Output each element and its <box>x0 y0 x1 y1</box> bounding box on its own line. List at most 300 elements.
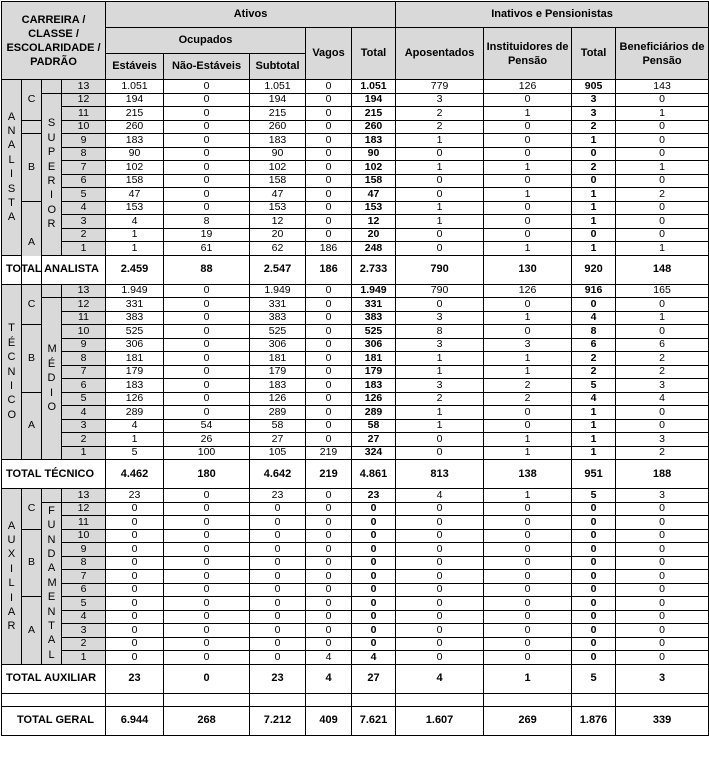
nao-estaveis-cell: 0 <box>164 624 250 638</box>
estaveis-cell: 215 <box>106 107 164 121</box>
beneficiarios-cell: 1 <box>616 242 709 256</box>
level-cell: 3 <box>62 624 106 638</box>
total-cell: 1.051 <box>352 80 396 94</box>
beneficiarios-cell: 0 <box>616 201 709 215</box>
level-cell: 3 <box>62 419 106 433</box>
spacer-cell <box>396 693 484 706</box>
level-cell: 13 <box>62 489 106 503</box>
nao-estaveis-cell: 0 <box>164 610 250 624</box>
aposentados-cell: 0 <box>396 516 484 530</box>
header-ocupados: Ocupados <box>106 28 306 54</box>
table-row <box>2 543 709 557</box>
total-cell: 383 <box>352 311 396 325</box>
table-body <box>2 80 709 736</box>
estaveis-cell: 5 <box>106 446 164 460</box>
instituidores-cell: 3 <box>484 338 572 352</box>
header-aposentados: Aposentados <box>396 28 484 80</box>
aposentados-cell: 0 <box>396 597 484 611</box>
vagos-cell: 0 <box>306 311 352 325</box>
analista-total-aposentados: 790 <box>396 255 484 284</box>
aposentados-cell: 1 <box>396 365 484 379</box>
nao-estaveis-cell: 100 <box>164 446 250 460</box>
nao-estaveis-cell: 8 <box>164 215 250 229</box>
estaveis-cell: 1.051 <box>106 80 164 94</box>
tecnico-total-instituidores: 138 <box>484 460 572 489</box>
class-a-label: A <box>22 597 42 665</box>
subtotal-cell: 383 <box>250 311 306 325</box>
table-row <box>2 516 709 530</box>
total-inativos-cell: 2 <box>572 352 616 366</box>
level-cell: 11 <box>62 516 106 530</box>
vagos-cell: 0 <box>306 107 352 121</box>
total-cell: 215 <box>352 107 396 121</box>
beneficiarios-cell: 0 <box>616 406 709 420</box>
table-row <box>2 298 709 312</box>
estaveis-cell: 0 <box>106 583 164 597</box>
beneficiarios-cell: 6 <box>616 338 709 352</box>
nao-estaveis-cell: 0 <box>164 597 250 611</box>
subtotal-cell: 0 <box>250 637 306 651</box>
estaveis-cell: 0 <box>106 570 164 584</box>
subtotal-cell: 1.949 <box>250 284 306 298</box>
nao-estaveis-cell: 0 <box>164 174 250 188</box>
beneficiarios-cell: 1 <box>616 107 709 121</box>
vagos-cell: 0 <box>306 543 352 557</box>
vagos-cell: 0 <box>306 147 352 161</box>
subtotal-cell: 23 <box>250 489 306 503</box>
aposentados-cell: 1 <box>396 215 484 229</box>
table-row <box>2 419 709 433</box>
header-total: Total <box>352 28 396 80</box>
aposentados-cell: 0 <box>396 583 484 597</box>
total-geral-instituidores: 269 <box>484 706 572 735</box>
table-row <box>2 583 709 597</box>
table-row <box>2 228 709 242</box>
total-inativos-cell: 6 <box>572 338 616 352</box>
subtotal-cell: 20 <box>250 228 306 242</box>
estaveis-cell: 194 <box>106 93 164 107</box>
total-cell: 0 <box>352 624 396 638</box>
analista-total-nao-estaveis: 88 <box>164 255 250 284</box>
tecnico-total-row <box>2 460 709 489</box>
beneficiarios-cell: 0 <box>616 134 709 148</box>
table-row <box>2 570 709 584</box>
total-cell: 158 <box>352 174 396 188</box>
total-geral-aposentados: 1.607 <box>396 706 484 735</box>
estaveis-cell: 23 <box>106 489 164 503</box>
nao-estaveis-cell: 0 <box>164 201 250 215</box>
auxiliar-carreira-label-text: AUXILIAR <box>7 519 16 633</box>
table-row <box>2 188 709 202</box>
vagos-cell: 0 <box>306 284 352 298</box>
total-cell: 331 <box>352 298 396 312</box>
aposentados-cell: 0 <box>396 242 484 256</box>
level-cell: 12 <box>62 298 106 312</box>
instituidores-cell: 0 <box>484 215 572 229</box>
total-cell: 12 <box>352 215 396 229</box>
level-cell: 1 <box>62 242 106 256</box>
table-row <box>2 556 709 570</box>
tecnico-total-total: 4.861 <box>352 460 396 489</box>
subtotal-cell: 289 <box>250 406 306 420</box>
estaveis-cell: 4 <box>106 419 164 433</box>
estaveis-cell: 126 <box>106 392 164 406</box>
level-cell: 9 <box>62 543 106 557</box>
tecnico-total-subtotal: 4.642 <box>250 460 306 489</box>
vagos-cell: 0 <box>306 624 352 638</box>
header-inativos: Inativos e Pensionistas <box>396 2 709 28</box>
total-cell: 4 <box>352 651 396 665</box>
beneficiarios-cell: 0 <box>616 597 709 611</box>
aposentados-cell: 1 <box>396 161 484 175</box>
total-cell: 27 <box>352 433 396 447</box>
class-b-label: B <box>22 325 42 393</box>
instituidores-cell: 0 <box>484 597 572 611</box>
nao-estaveis-cell: 0 <box>164 284 250 298</box>
spacer-cell <box>572 693 616 706</box>
aposentados-cell: 3 <box>396 311 484 325</box>
nao-estaveis-cell: 0 <box>164 93 250 107</box>
subtotal-cell: 126 <box>250 392 306 406</box>
header-carreira: CARREIRA / CLASSE / ESCOLARIDADE / PADRÃO <box>2 2 106 80</box>
analista-total-row <box>2 255 709 284</box>
table-row <box>2 134 709 148</box>
tecnico-escolaridade-label <box>42 298 62 460</box>
vagos-cell: 0 <box>306 637 352 651</box>
total-cell: 183 <box>352 134 396 148</box>
spacer-cell <box>106 693 164 706</box>
beneficiarios-cell: 2 <box>616 188 709 202</box>
beneficiarios-cell: 0 <box>616 610 709 624</box>
instituidores-cell: 0 <box>484 583 572 597</box>
vagos-cell: 0 <box>306 352 352 366</box>
nao-estaveis-cell: 0 <box>164 188 250 202</box>
class-b-label: B <box>22 134 42 202</box>
nao-estaveis-cell: 0 <box>164 651 250 665</box>
instituidores-cell: 1 <box>484 489 572 503</box>
beneficiarios-cell: 0 <box>616 228 709 242</box>
table-row <box>2 242 709 256</box>
total-inativos-cell: 0 <box>572 556 616 570</box>
subtotal-cell: 331 <box>250 298 306 312</box>
nao-estaveis-cell: 0 <box>164 161 250 175</box>
beneficiarios-cell: 3 <box>616 433 709 447</box>
table-row <box>2 352 709 366</box>
spacer-cell <box>306 693 352 706</box>
level-cell: 2 <box>62 228 106 242</box>
total-geral-total-inativos: 1.876 <box>572 706 616 735</box>
estaveis-cell: 260 <box>106 120 164 134</box>
total-cell: 0 <box>352 502 396 516</box>
beneficiarios-cell: 2 <box>616 352 709 366</box>
aposentados-cell: 0 <box>396 556 484 570</box>
beneficiarios-cell: 1 <box>616 161 709 175</box>
beneficiarios-cell: 3 <box>616 489 709 503</box>
subtotal-cell: 0 <box>250 610 306 624</box>
instituidores-cell: 2 <box>484 392 572 406</box>
aposentados-cell: 2 <box>396 107 484 121</box>
nao-estaveis-cell: 0 <box>164 556 250 570</box>
estaveis-cell: 179 <box>106 365 164 379</box>
estaveis-cell: 331 <box>106 298 164 312</box>
aposentados-cell: 1 <box>396 419 484 433</box>
header-instituidores: Instituidores de Pensão <box>484 28 572 80</box>
aposentados-cell: 0 <box>396 570 484 584</box>
total-inativos-cell: 1 <box>572 446 616 460</box>
spacer-cell <box>616 693 709 706</box>
subtotal-cell: 183 <box>250 379 306 393</box>
subtotal-cell: 183 <box>250 134 306 148</box>
total-cell: 260 <box>352 120 396 134</box>
table-row <box>2 161 709 175</box>
level-cell: 6 <box>62 174 106 188</box>
aposentados-cell: 8 <box>396 325 484 339</box>
class-c-label: C <box>22 284 42 325</box>
analista-escolaridade-label <box>42 93 62 255</box>
instituidores-cell: 1 <box>484 446 572 460</box>
aposentados-cell: 0 <box>396 446 484 460</box>
nao-estaveis-cell: 26 <box>164 433 250 447</box>
instituidores-cell: 0 <box>484 120 572 134</box>
total-inativos-cell: 5 <box>572 379 616 393</box>
level-cell: 9 <box>62 338 106 352</box>
tecnico-escolaridade-label-text: MÉDIO <box>47 343 57 414</box>
spacer-cell <box>2 693 106 706</box>
instituidores-cell: 0 <box>484 556 572 570</box>
level-cell: 13 <box>62 284 106 298</box>
aposentados-cell: 2 <box>396 392 484 406</box>
total-geral-subtotal: 7.212 <box>250 706 306 735</box>
instituidores-cell: 1 <box>484 107 572 121</box>
level-cell: 11 <box>62 311 106 325</box>
total-inativos-cell: 1 <box>572 242 616 256</box>
nao-estaveis-cell: 0 <box>164 107 250 121</box>
analista-carreira-label-text: ANALISTA <box>7 110 16 224</box>
instituidores-cell: 0 <box>484 624 572 638</box>
level-cell: 8 <box>62 556 106 570</box>
tecnico-total-nao-estaveis: 180 <box>164 460 250 489</box>
nao-estaveis-cell: 0 <box>164 325 250 339</box>
total-cell: 20 <box>352 228 396 242</box>
nao-estaveis-cell: 0 <box>164 583 250 597</box>
class-c-label: C <box>22 80 42 121</box>
tecnico-carreira-label-text: TÉCNICO <box>7 322 17 421</box>
instituidores-cell: 0 <box>484 529 572 543</box>
aposentados-cell: 3 <box>396 338 484 352</box>
estaveis-cell: 383 <box>106 311 164 325</box>
aposentados-cell: 0 <box>396 502 484 516</box>
beneficiarios-cell: 0 <box>616 624 709 638</box>
table-row <box>2 597 709 611</box>
estaveis-cell: 0 <box>106 637 164 651</box>
level-cell: 3 <box>62 215 106 229</box>
total-inativos-cell: 0 <box>572 543 616 557</box>
beneficiarios-cell: 0 <box>616 556 709 570</box>
aposentados-cell: 1 <box>396 406 484 420</box>
subtotal-cell: 102 <box>250 161 306 175</box>
estaveis-cell: 0 <box>106 543 164 557</box>
level-cell: 8 <box>62 147 106 161</box>
table-row <box>2 651 709 665</box>
aposentados-cell: 0 <box>396 298 484 312</box>
spacer-cell <box>484 693 572 706</box>
beneficiarios-cell: 2 <box>616 365 709 379</box>
table-row <box>2 338 709 352</box>
instituidores-cell: 0 <box>484 502 572 516</box>
beneficiarios-cell: 143 <box>616 80 709 94</box>
aposentados-cell: 0 <box>396 543 484 557</box>
estaveis-cell: 0 <box>106 556 164 570</box>
nao-estaveis-cell: 0 <box>164 80 250 94</box>
subtotal-cell: 0 <box>250 516 306 530</box>
table-row <box>2 406 709 420</box>
vagos-cell: 0 <box>306 419 352 433</box>
escolaridade-gap <box>42 489 62 503</box>
auxiliar-total-label: TOTAL AUXILIAR <box>2 664 106 693</box>
subtotal-cell: 58 <box>250 419 306 433</box>
total-cell: 289 <box>352 406 396 420</box>
instituidores-cell: 1 <box>484 161 572 175</box>
vagos-cell: 0 <box>306 516 352 530</box>
subtotal-cell: 0 <box>250 556 306 570</box>
instituidores-cell: 0 <box>484 147 572 161</box>
vagos-cell: 0 <box>306 325 352 339</box>
vagos-cell: 0 <box>306 174 352 188</box>
nao-estaveis-cell: 0 <box>164 134 250 148</box>
table-row <box>2 80 709 94</box>
analista-escolaridade-label-text: SUPERIOR <box>47 117 57 231</box>
subtotal-cell: 0 <box>250 543 306 557</box>
header-vagos: Vagos <box>306 28 352 80</box>
beneficiarios-cell: 165 <box>616 284 709 298</box>
estaveis-cell: 0 <box>106 516 164 530</box>
table-row <box>2 107 709 121</box>
table-row <box>2 147 709 161</box>
class-a-label: A <box>22 201 42 284</box>
beneficiarios-cell: 3 <box>616 379 709 393</box>
total-cell: 23 <box>352 489 396 503</box>
vagos-cell: 0 <box>306 338 352 352</box>
auxiliar-total-total-inativos: 5 <box>572 664 616 693</box>
estaveis-cell: 4 <box>106 215 164 229</box>
aposentados-cell: 0 <box>396 228 484 242</box>
beneficiarios-cell: 0 <box>616 516 709 530</box>
instituidores-cell: 126 <box>484 80 572 94</box>
beneficiarios-cell: 0 <box>616 419 709 433</box>
header-total-inativos: Total <box>572 28 616 80</box>
table-row <box>2 325 709 339</box>
total-inativos-cell: 1 <box>572 406 616 420</box>
total-inativos-cell: 0 <box>572 516 616 530</box>
subtotal-cell: 0 <box>250 597 306 611</box>
escolaridade-gap <box>42 284 62 298</box>
beneficiarios-cell: 0 <box>616 529 709 543</box>
table-row <box>2 489 709 503</box>
estaveis-cell: 183 <box>106 379 164 393</box>
nao-estaveis-cell: 0 <box>164 120 250 134</box>
total-inativos-cell: 0 <box>572 583 616 597</box>
table-row <box>2 637 709 651</box>
spacer-cell <box>250 693 306 706</box>
aposentados-cell: 1 <box>396 352 484 366</box>
nao-estaveis-cell: 0 <box>164 502 250 516</box>
level-cell: 2 <box>62 433 106 447</box>
subtotal-cell: 62 <box>250 242 306 256</box>
total-cell: 102 <box>352 161 396 175</box>
total-inativos-cell: 1 <box>572 215 616 229</box>
table-row <box>2 529 709 543</box>
vagos-cell: 0 <box>306 201 352 215</box>
tecnico-total-total-inativos: 951 <box>572 460 616 489</box>
total-inativos-cell: 1 <box>572 188 616 202</box>
beneficiarios-cell: 0 <box>616 174 709 188</box>
subtotal-cell: 153 <box>250 201 306 215</box>
level-cell: 7 <box>62 365 106 379</box>
total-inativos-cell: 3 <box>572 107 616 121</box>
vagos-cell: 0 <box>306 433 352 447</box>
table-row <box>2 502 709 516</box>
level-cell: 4 <box>62 201 106 215</box>
total-cell: 194 <box>352 93 396 107</box>
estaveis-cell: 153 <box>106 201 164 215</box>
instituidores-cell: 0 <box>484 93 572 107</box>
table-row <box>2 624 709 638</box>
total-geral-estaveis: 6.944 <box>106 706 164 735</box>
spacer-cell <box>352 693 396 706</box>
instituidores-cell: 1 <box>484 311 572 325</box>
subtotal-cell: 306 <box>250 338 306 352</box>
table-row <box>2 446 709 460</box>
total-cell: 0 <box>352 583 396 597</box>
nao-estaveis-cell: 19 <box>164 228 250 242</box>
nao-estaveis-cell: 61 <box>164 242 250 256</box>
vagos-cell: 186 <box>306 242 352 256</box>
estaveis-cell: 158 <box>106 174 164 188</box>
vagos-cell: 0 <box>306 298 352 312</box>
total-inativos-cell: 0 <box>572 624 616 638</box>
nao-estaveis-cell: 0 <box>164 570 250 584</box>
nao-estaveis-cell: 0 <box>164 637 250 651</box>
vagos-cell: 0 <box>306 120 352 134</box>
total-inativos-cell: 4 <box>572 392 616 406</box>
total-inativos-cell: 916 <box>572 284 616 298</box>
beneficiarios-cell: 2 <box>616 446 709 460</box>
header-ativos: Ativos <box>106 2 396 28</box>
aposentados-cell: 0 <box>396 174 484 188</box>
table-row <box>2 392 709 406</box>
table-row <box>2 433 709 447</box>
total-geral-label: TOTAL GERAL <box>2 706 106 735</box>
nao-estaveis-cell: 0 <box>164 147 250 161</box>
total-inativos-cell: 2 <box>572 161 616 175</box>
instituidores-cell: 0 <box>484 174 572 188</box>
instituidores-cell: 0 <box>484 406 572 420</box>
header-estaveis: Estáveis <box>106 54 164 80</box>
instituidores-cell: 0 <box>484 516 572 530</box>
total-cell: 153 <box>352 201 396 215</box>
estaveis-cell: 1 <box>106 228 164 242</box>
total-inativos-cell: 0 <box>572 570 616 584</box>
instituidores-cell: 0 <box>484 651 572 665</box>
analista-carreira-label <box>2 80 22 256</box>
estaveis-cell: 289 <box>106 406 164 420</box>
total-cell: 90 <box>352 147 396 161</box>
nao-estaveis-cell: 0 <box>164 406 250 420</box>
aposentados-cell: 779 <box>396 80 484 94</box>
level-cell: 2 <box>62 637 106 651</box>
level-cell: 7 <box>62 161 106 175</box>
nao-estaveis-cell: 0 <box>164 338 250 352</box>
